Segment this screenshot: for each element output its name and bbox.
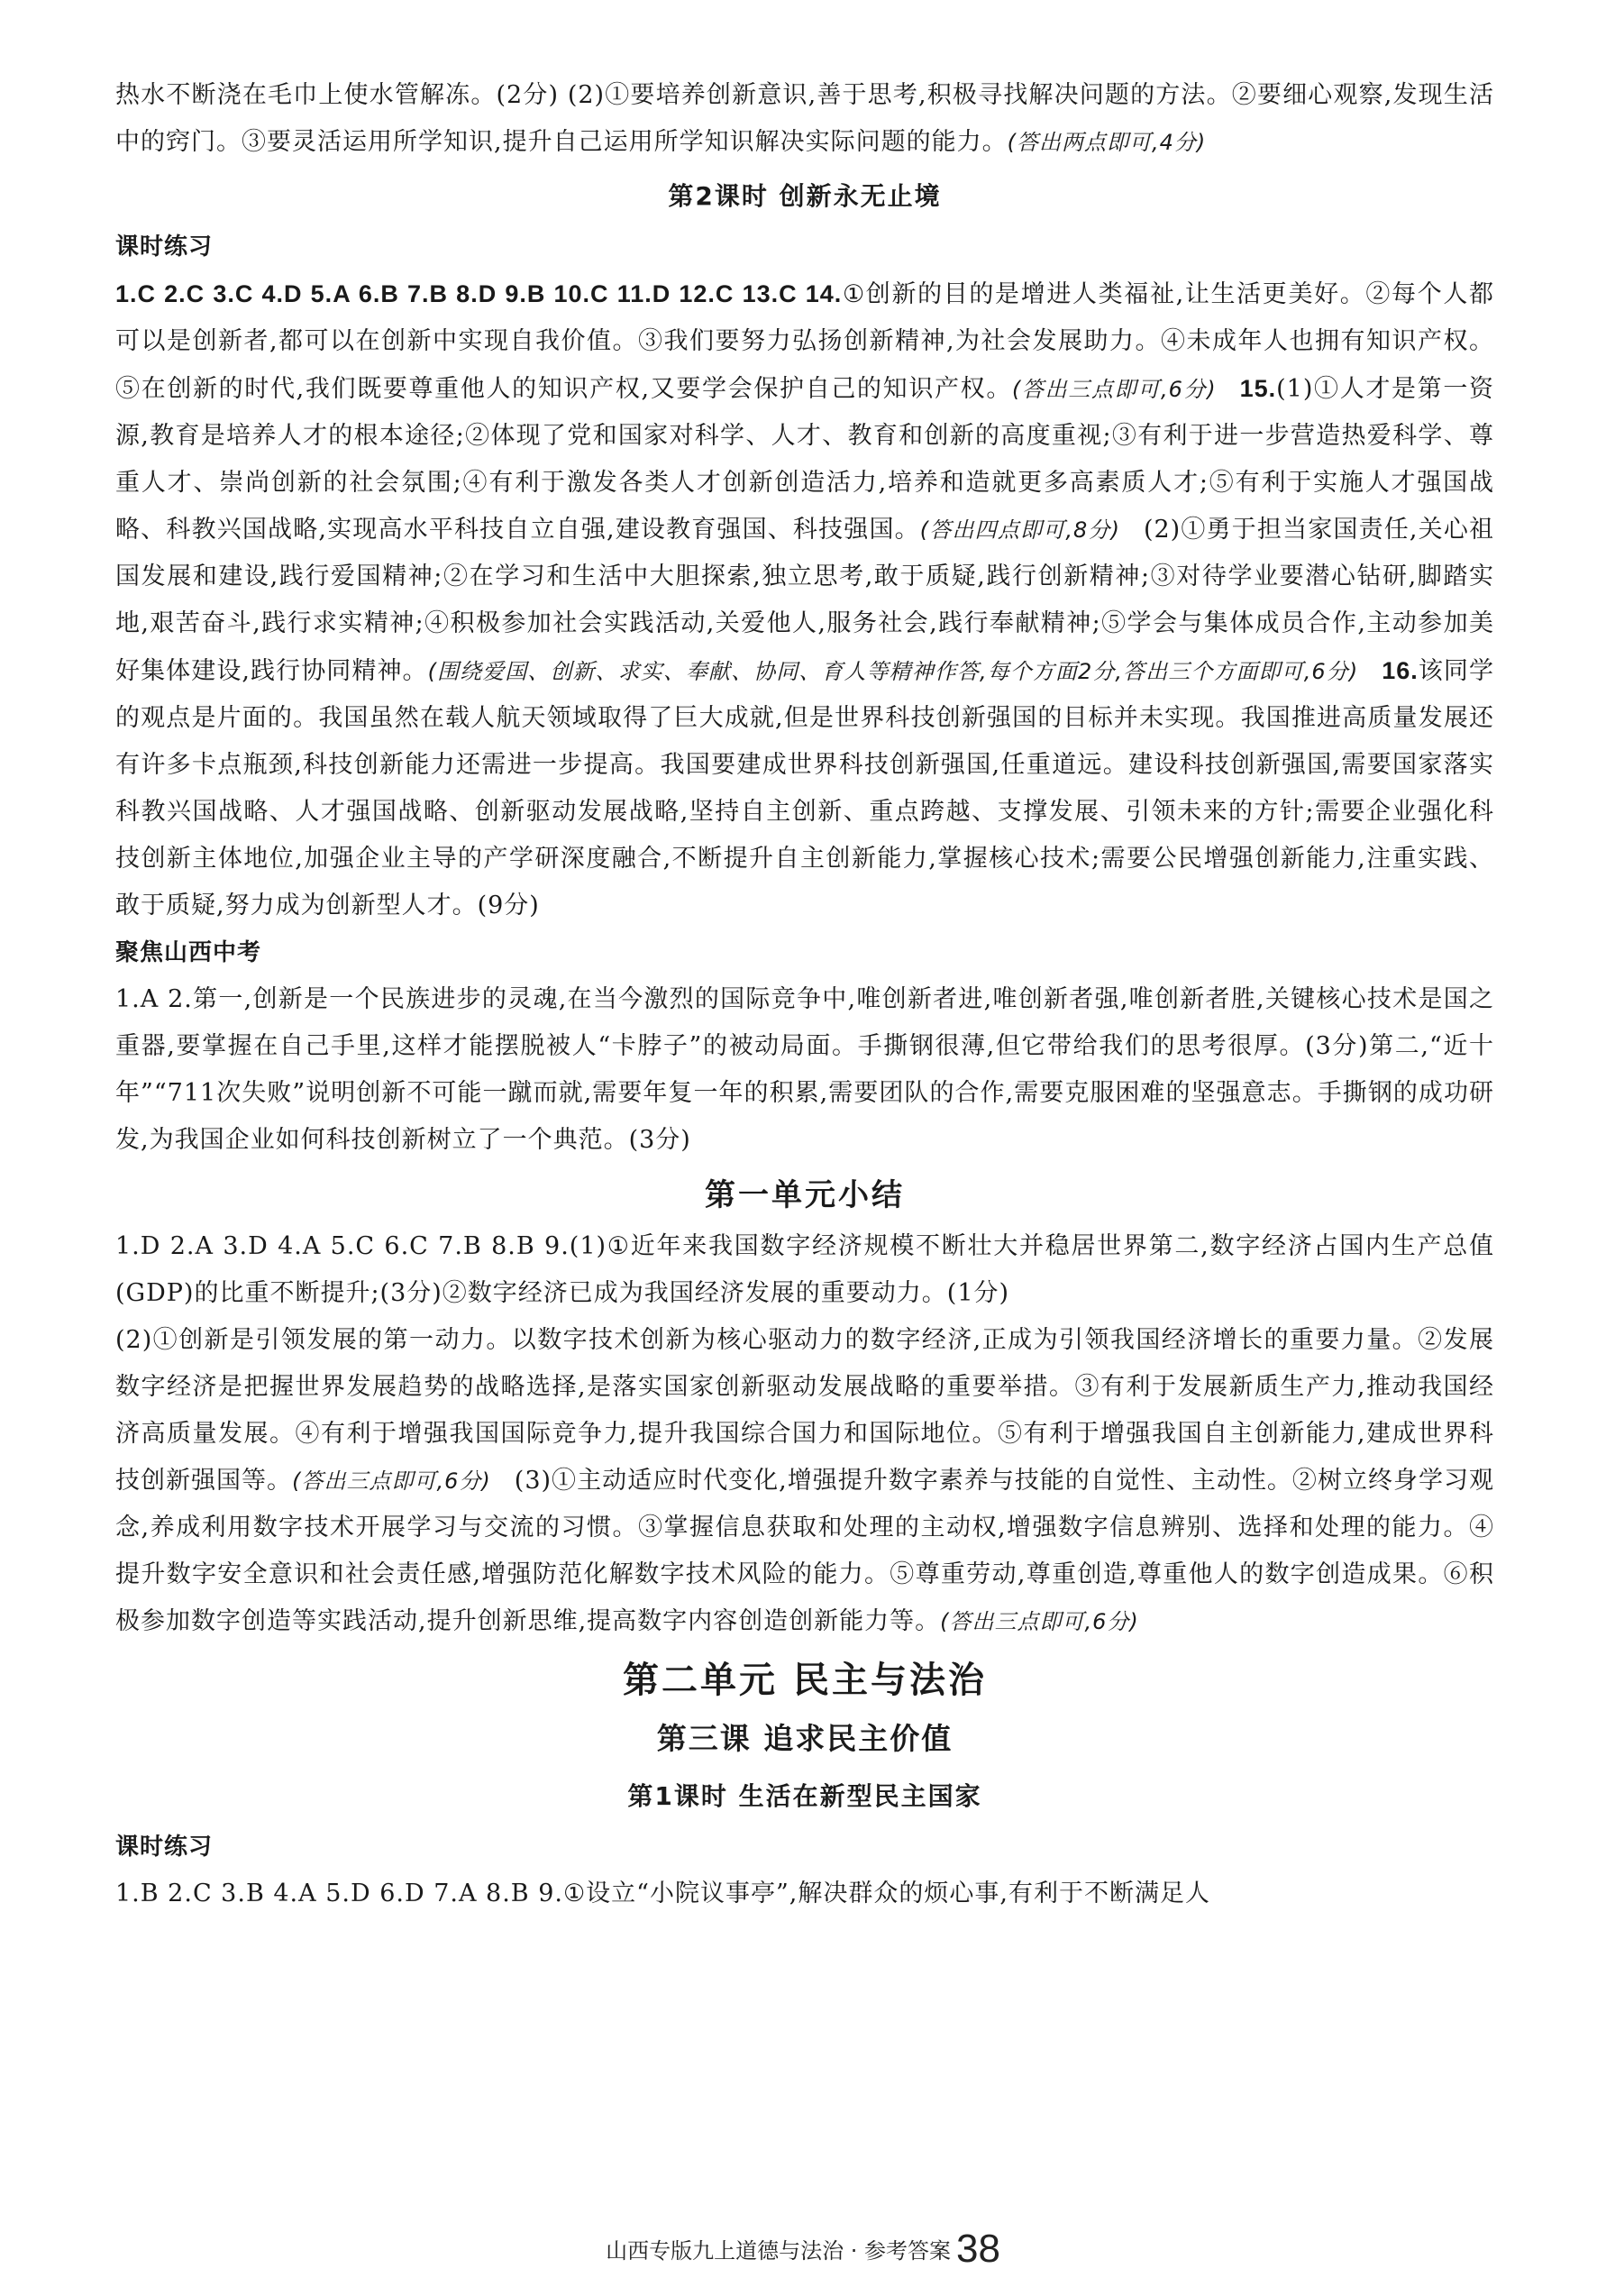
q15-part2-note: (围绕爱国、创新、求实、奉献、协同、育人等精神作答,每个方面2分,答出三个方面即可,6分) <box>427 659 1359 684</box>
unit2-title: 第二单元 民主与法治 <box>623 1660 987 1701</box>
lesson2-answers <box>115 270 1494 929</box>
unit2-practice-label: 课时练习 <box>115 1834 214 1861</box>
page-footer <box>0 2227 1606 2272</box>
q15-part1: (1)①人才是第一资源,教育是培养人才的根本途径;②体现了党和国家对科学、人才、教育和创新的高度重视;③有利于进一步营造热爱科学、尊重人才、崇尚创新的社会氛围;④有利于激发各类人才创新创造活力,培养和造就更多高素质人才;⑤有利于实施人才强国战略、科教兴国战略,实现高水平科技自立自强,建设教育强国、科技强国。 <box>115 375 1495 544</box>
choice-answers: 1.C 2.C 3.C 4.D 5.A 6.B 7.B 8.D 9.B 10.C 11.D 12.C 13.C 14. <box>115 280 843 307</box>
lesson2-practice-label: 课时练习 <box>115 233 214 261</box>
unit1-part3: (3)①主动适应时代变化,增强提升数字素养与技能的自觉性、主动性。②树立终身学习观念,养成利用数字技术开展学习与交流的习惯。③掌握信息获取和处理的主动权,增强数字信息辨别、选择和处理的能力。④提升数字安全意识和社会责任感,增强防范化解数字技术风险的能力。⑤尊重劳动,尊重创造,尊重他人的数字创造成果。⑥积极参加数字创造等实践活动,提升创新思维,提高数字内容创造创新能力等。 <box>115 1467 1495 1635</box>
unit2-answers: 1.B 2.C 3.B 4.A 5.D 6.D 7.A 8.B 9.①设立“小院议事亭”,解决群众的烦心事,有利于不断满足人 <box>115 1880 1210 1907</box>
q15-number: 15. <box>1239 375 1277 402</box>
unit1-summary-part2-3 <box>115 1317 1494 1645</box>
top-paragraph <box>115 72 1494 166</box>
shanxi-answers: 1.A 2.第一,创新是一个民族进步的灵魂,在当今激烈的国际竞争中,唯创新者进,唯创新者强,唯创新者胜,关键核心技术是国之重器,要掌握在自己手里,这样才能摆脱被人“卡脖子”的被动局面。手撕钢很薄,但它带给我们的思考很厚。(3分)第二,“近十年”“711次失败”说明创新不可能一蹴而就,需要年复一年的积累,需要团队的合作,需要克服困难的坚强意志。手撕钢的成功研发,为我国企业如何科技创新树立了一个典范。(3分) <box>115 985 1494 1154</box>
top-paragraph-text: 热水不断浇在毛巾上使水管解冻。(2分) (2)①要培养创新意识,善于思考,积极寻找解决问题的方法。②要细心观察,发现生活中的窍门。③要灵活运用所学知识,提升自己运用所学知识解决实际问题的能力。 <box>115 81 1494 156</box>
q16-answer: 该同学的观点是片面的。我国虽然在载人航天领域取得了巨大成就,但是世界科技创新强国的目标并未实现。我国推进高质量发展还有许多卡点瓶颈,科技创新能力还需进一步提高。我国要建成世界科技创新强国,任重道远。建设科技创新强国,需要国家落实科教兴国战略、人才强国战略、创新驱动发展战略,坚持自主创新、重点跨越、支撑发展、引领未来的方针;需要企业强化科技创新主体地位,加强企业主导的产学研深度融合,不断提升自主创新能力,掌握核心技术;需要公民增强创新能力,注重实践、敢于质疑,努力成为创新型人才。(9分) <box>115 657 1494 919</box>
answer-page <box>115 72 1494 1917</box>
top-paragraph-note: (答出两点即可,4分) <box>1007 130 1207 155</box>
q15-part1-note: (答出四点即可,8分) <box>919 517 1120 543</box>
q14-answer: ①创新的目的是增进人类福祉,让生活更美好。②每个人都可以是创新者,都可以在创新中实现自我价值。③我们要努力弘扬创新精神,为社会发展助力。④未成年人也拥有知识产权。⑤在创新的时代,我们既要尊重他人的知识产权,又要学会保护自己的知识产权。 <box>115 280 1494 403</box>
unit1-part2-note: (答出三点即可,6分) <box>292 1468 491 1494</box>
unit1-summary-title: 第一单元小结 <box>705 1177 905 1213</box>
q14-note: (答出三点即可,6分) <box>1011 377 1217 402</box>
unit1-part2: (2)①创新是引领发展的第一动力。以数字技术创新为核心驱动力的数字经济,正成为引领我国经济增长的重要力量。②发展数字经济是把握世界发展趋势的战略选择,是落实国家创新驱动发展战略的重要举措。③有利于发展新质生产力,推动我国经济高质量发展。④有利于增强我国国际竞争力,提升我国综合国力和国际地位。⑤有利于增强我国自主创新能力,建成世界科技创新强国等。 <box>115 1326 1494 1495</box>
unit2-lesson-title: 第三课 追求民主价值 <box>656 1721 954 1756</box>
page-number: 38 <box>955 2227 1000 2271</box>
q16-number: 16. <box>1382 657 1419 684</box>
unit1-part3-note: (答出三点即可,6分) <box>940 1609 1139 1634</box>
lesson2-title: 第2课时 创新永无止境 <box>668 181 942 211</box>
shanxi-label: 聚焦山西中考 <box>115 939 262 966</box>
footer-text: 山西专版九上道德与法治 · 参考答案 <box>606 2238 951 2264</box>
unit2-period-title: 第1课时 生活在新型民主国家 <box>627 1781 982 1811</box>
q15-part2: (2)①勇于担当家国责任,关心祖国发展和建设,践行爱国精神;②在学习和生活中大胆探索,独立思考,敢于质疑,践行创新精神;③对待学业要潜心钻研,脚踏实地,艰苦奋斗,践行求实精神;④积极参加社会实践活动,关爱他人,服务社会,践行奉献精神;⑤学会与集体成员合作,主动参加美好集体建设,践行协同精神。 <box>115 516 1495 685</box>
unit1-summary-part1: 1.D 2.A 3.D 4.A 5.C 6.C 7.B 8.B 9.(1)①近年来我国数字经济规模不断壮大并稳居世界第二,数字经济占国内生产总值(GDP)的比重不断提升;(3分)②数字经济已成为我国经济发展的重要动力。(1分) <box>115 1232 1494 1307</box>
